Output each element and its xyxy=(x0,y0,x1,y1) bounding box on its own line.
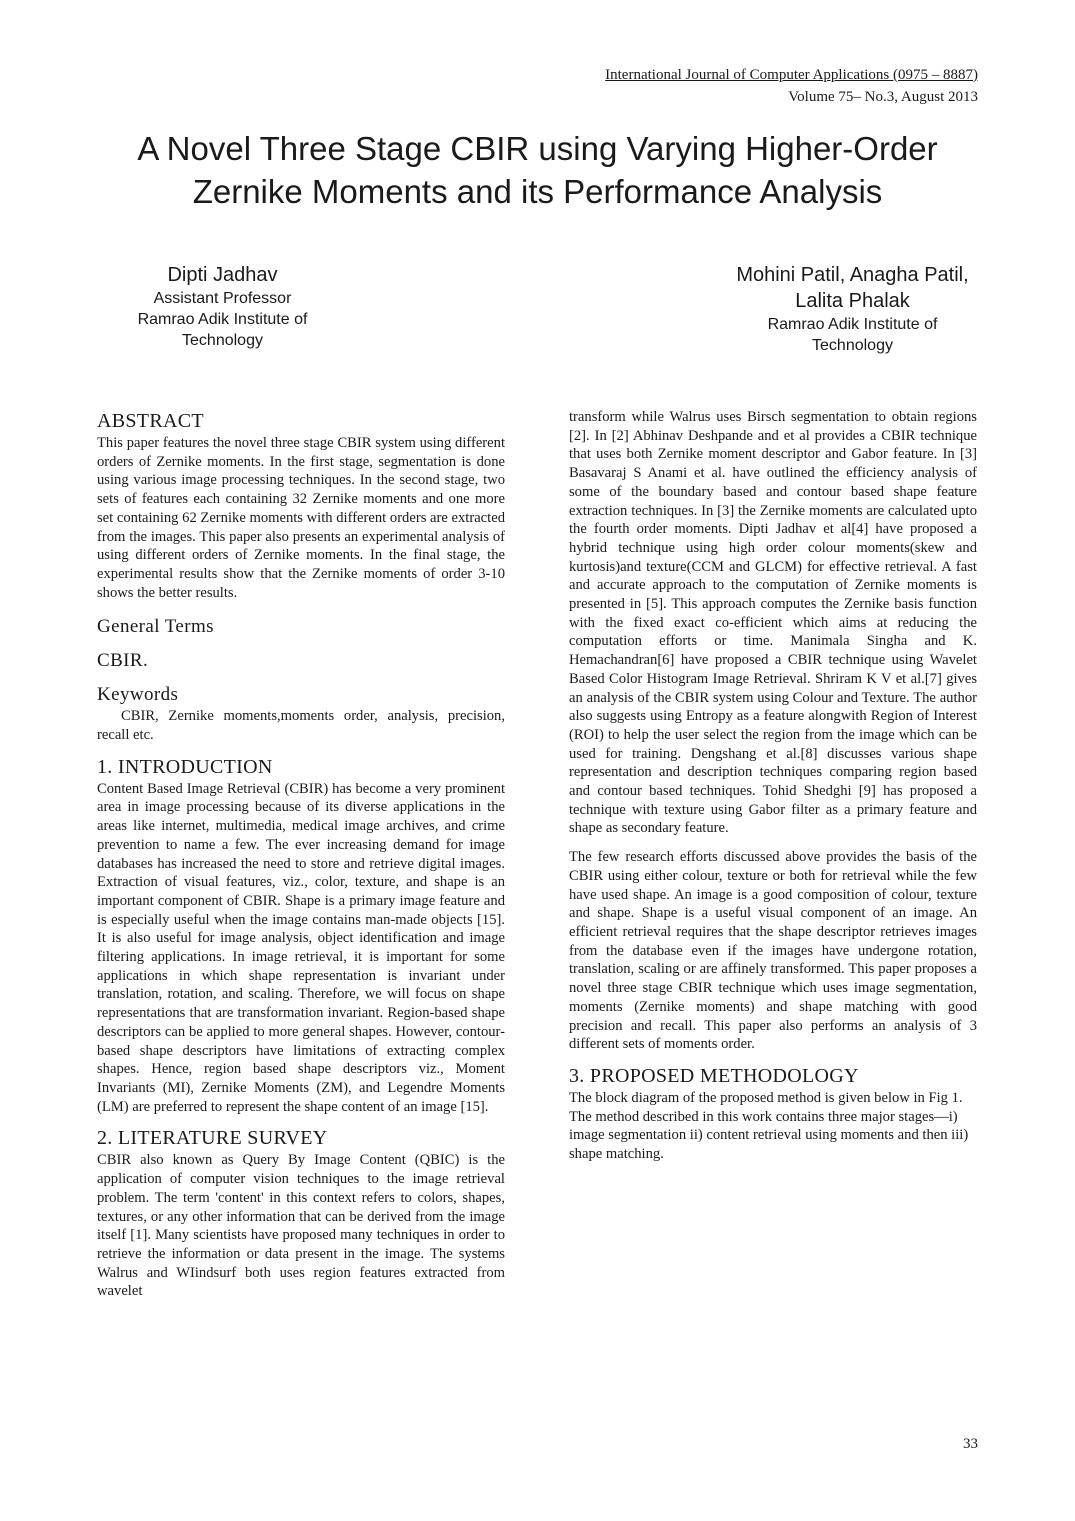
title-line-2: Zernike Moments and its Performance Analysis xyxy=(192,173,883,210)
author-names-line1: Mohini Patil, Anagha Patil, xyxy=(736,264,969,286)
literature-heading: 2. LITERATURE SURVEY xyxy=(97,1127,328,1150)
literature-text-right: transform while Walrus uses Birsch segmentation to obtain regions [2]. In [2] Abhinav Deshpande and et al provides a CBIR technique that uses both Zernike moment descriptor and Gabor feature. In [3] Basavaraj S Anami et al. have outlined the efficiency analysis of some of the boundary based and contour based shape feature extraction techniques. In [3] the Zernike moments are calculated upto the fourth order moments. Dipti Jadhav et al[4] have proposed a hybrid technique using high order colour moments(skew and kurtosis)and texture(CCM and GLCM) for effective retrieval. A fast and accurate approach to the computation of Zernike moments is presented in [5]. This approach computes the Zernike basis function with the fixed exact co-efficient which aims at reducing the computation efforts or time. Manimala Singha and K. Hemachandran[6] have proposed a CBIR technique using Wavelet Based Color Histogram Image Retrieval. Shriram K V et al.[7] gives an analysis of the CBIR system using Colour and Texture. The author also suggests using Entropy as a feature alongwith Region of Interest (ROI) to help the user select the region from the image which can be used for training. Dengshang et al.[8] discusses various shape representation and description techniques comparing region based and contour based techniques. Tohid Shedghi [9] has proposed a technique with texture using Gabor filter as a primary feature and shape as secondary feature. xyxy=(569,409,977,837)
methodology-heading: 3. PROPOSED METHODOLOGY xyxy=(569,1064,859,1087)
general-terms-text: CBIR. xyxy=(97,650,149,672)
author-affiliation xyxy=(748,314,958,356)
literature-text-right-2: The few research efforts discussed above provides the basis of the CBIR using either colour, texture or both for retrieval while the few have used shape. An image is a good composition of colour, texture and shape. Shape is a useful visual component of an image. An efficient retrieval requires that the shape descriptor retrieves images from the database even if the images have undergone rotation, translation, scaling or are affinely transformed. This paper proposes a novel three stage CBIR technique which uses image segmentation, moments (Zernike moments) and shape matching with good precision and recall. This paper also performs an analysis of 3 different sets of moments order. xyxy=(569,849,977,1053)
abstract-text: This paper features the novel three stage CBIR system using different orders of Zernike moments. In the first stage, segmentation is done using various image processing techniques. In the second stage, two sets of features each containing 32 Zernike moments and one more set containing 62 Zernike moments with different orders are extracted from the images. This paper also presents an experimental analysis of using different orders of Zernike moments. In the final stage, the experimental results show that the Zernike moments of order 3-10 shows the better results. xyxy=(97,435,505,601)
keywords-heading: Keywords xyxy=(97,684,179,706)
author-name: Dipti Jadhav xyxy=(167,264,278,286)
methodology-text: The block diagram of the proposed method is given below in Fig 1. The method described in this work contains three major stages—i) image segmentation ii) content retrieval using moments and then iii) shape matching. xyxy=(569,1089,969,1163)
page-number: 33 xyxy=(963,1436,978,1452)
journal-header xyxy=(605,64,978,108)
introduction-text: Content Based Image Retrieval (CBIR) has become a very prominent area in image processing because of its diverse applications in the areas like internet, multimedia, medical image archives, and crime prevention to name a few. The ever increasing demand for image databases has increased the need to store and retrieve digital images. Extraction of visual features, viz., color, texture, and shape is an important component of CBIR. Shape is a primary image feature and is especially useful when the image contains man-made objects [15]. It is also useful for image analysis, object identification and image filtering applications. In image retrieval, it is important for some applications in which shape representation is invariant under translation, rotation, and scaling. Therefore, we will focus on shape representations that are transformation invariant. Region-based shape descriptors can be applied to more general shapes. However, contour-based shape descriptors have limitations of extracting complex shapes. Hence, region based shape descriptors viz., Moment Invariants (MI), Zernike Moments (ZM), and Legendre Moments (LM) are preferred to represent the shape content of an image [15]. xyxy=(97,780,505,1115)
author-affiliation-line2: Technology xyxy=(812,337,893,354)
abstract-heading: ABSTRACT xyxy=(97,410,204,432)
title-line-1: A Novel Three Stage CBIR using Varying Higher-Order xyxy=(137,130,938,167)
keywords-text: CBIR, Zernike moments,moments order, analysis, precision, recall etc. xyxy=(97,708,505,744)
left-column xyxy=(97,408,505,1301)
author-names-line2: Lalita Phalak xyxy=(795,290,910,312)
author-affiliation-line1: Ramrao Adik Institute of xyxy=(767,316,938,333)
general-terms-heading: General Terms xyxy=(97,616,214,638)
introduction-heading: 1. INTRODUCTION xyxy=(97,755,273,778)
literature-text-left: CBIR also known as Query By Image Content (QBIC) is the application of computer vision techniques to the image retrieval problem. The term 'content' in this context refers to colors, shapes, textures, or any other information that can be derived from the image itself [1]. Many scientists have proposed many techniques in order to retrieve the information or data present in the image. The systems Walrus and WIindsurf both uses region features extracted from wavelet xyxy=(97,1152,505,1300)
author-affiliation-line1: Ramrao Adik Institute of xyxy=(137,311,308,328)
journal-name: International Journal of Computer Applications (0975 – 8887) xyxy=(605,67,978,83)
right-column xyxy=(569,408,977,1164)
author-block-2 xyxy=(700,262,1005,356)
journal-volume: Volume 75– No.3, August 2013 xyxy=(788,89,978,105)
paper-title xyxy=(90,127,985,213)
author-affiliation-line2: Technology xyxy=(182,332,263,349)
author-position: Assistant Professor xyxy=(153,290,292,307)
author-block-1 xyxy=(110,262,335,351)
